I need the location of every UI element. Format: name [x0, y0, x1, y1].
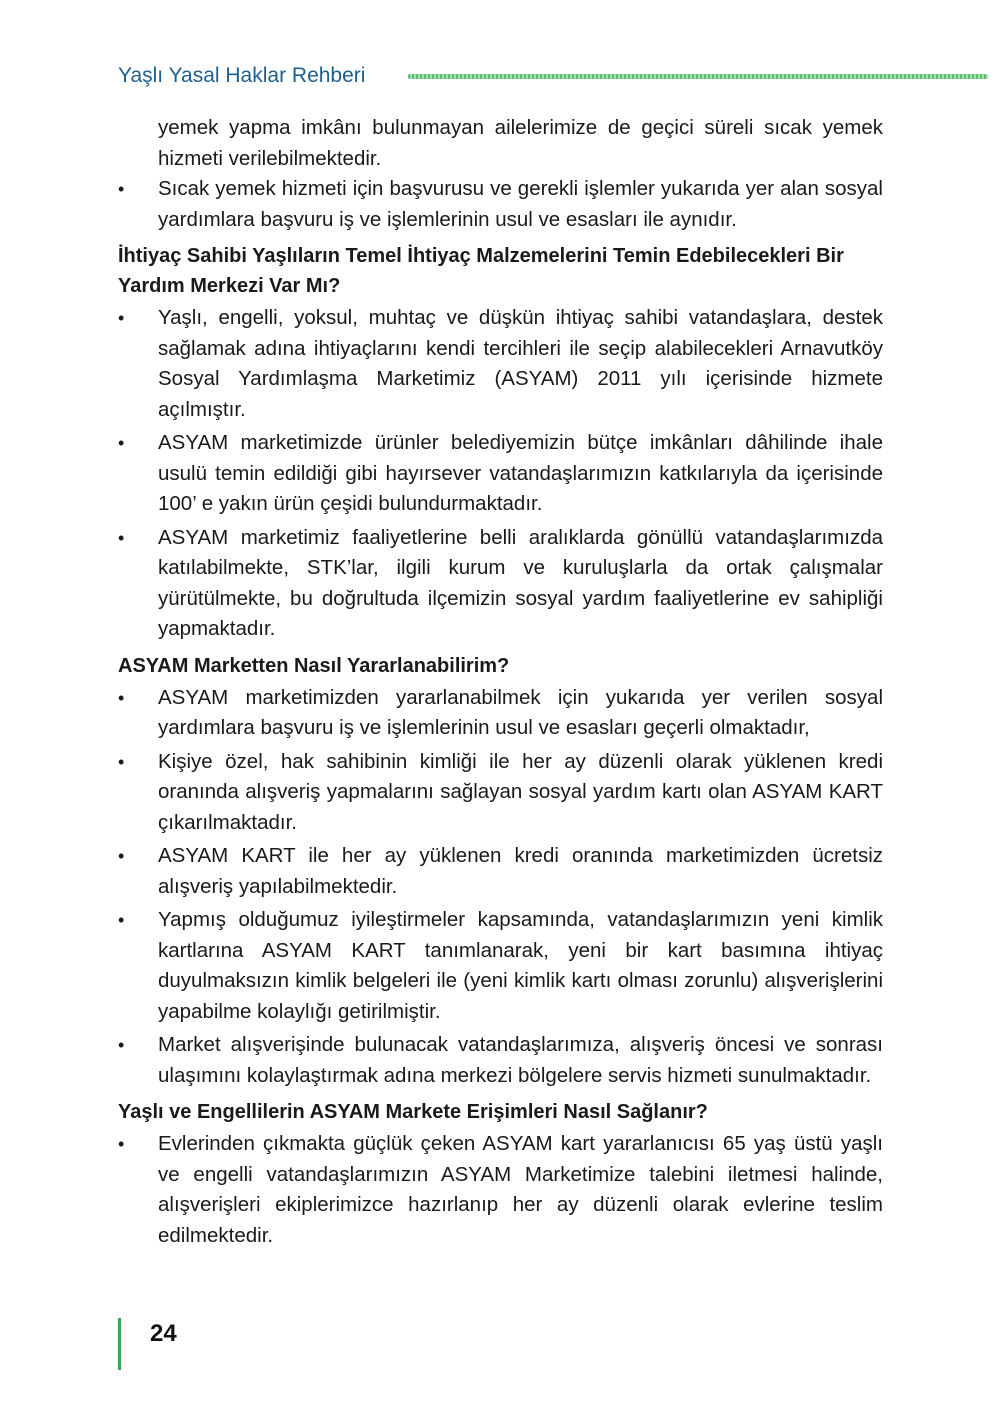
section-heading: İhtiyaç Sahibi Yaşlıların Temel İhtiyaç Malzemelerini Temin Edebilecekleri Bir Yardım Merkezi Var Mı? [118, 245, 844, 297]
list-item: • Sıcak yemek hizmeti için başvurusu ve gerekli işlemler yukarıda yer alan sosyal yardımlara başvuru iş ve işlemlerinin usul ve esasları ile aynıdır. [118, 174, 883, 235]
header-title: Yaşlı Yasal Haklar Rehberi [118, 64, 366, 87]
running-header [118, 62, 988, 92]
header-rule [408, 74, 988, 79]
list-item: • ASYAM KART ile her ay yüklenen kredi oranında marketimizden ücretsiz alışveriş yapılabilmektedir. [118, 841, 883, 902]
bullet-list [118, 174, 883, 235]
list-item: • Yapmış olduğumuz iyileştirmeler kapsamında, vatandaşlarımızın yeni kimlik kartlarına ASYAM KART tanımlanarak, yeni bir kart basımına ihtiyaç duyulmaksızın kimlik belgeleri ile (yeni kimlik kartı olması zorunlu) alışverişlerini yapabilme kolaylığı getirilmiştir. [118, 905, 883, 1027]
list-item: • ASYAM marketimizden yararlanabilmek için yukarıda yer verilen sosyal yardımlara başvuru iş ve işlemlerinin usul ve esasları geçerli olmaktadır, [118, 683, 883, 744]
footer-accent-bar [118, 1318, 121, 1370]
bullet-list [118, 1129, 883, 1251]
section-heading: Yaşlı ve Engellilerin ASYAM Markete Erişimleri Nasıl Sağlanır? [118, 1101, 708, 1123]
list-item: • Kişiye özel, hak sahibinin kimliği ile her ay düzenli olarak yüklenen kredi oranında alışveriş yapmalarını sağlayan sosyal yardım kartı olan ASYAM KART çıkarılmaktadır. [118, 747, 883, 839]
list-item: • Evlerinden çıkmakta güçlük çeken ASYAM kart yararlanıcısı 65 yaş üstü yaşlı ve engelli vatandaşlarımızın ASYAM Marketimize talebini iletmesi halinde, alışverişleri ekiplerimizce hazırlanıp her ay düzenli olarak evlerine teslim edilmektedir. [118, 1129, 883, 1251]
list-item: • ASYAM marketimizde ürünler belediyemizin bütçe imkânları dâhilinde ihale usulü temin edildiği gibi hayırsever vatandaşlarımızın katkılarıyla da içerisinde 100’ e yakın ürün çeşidi bulundurmaktadır. [118, 428, 883, 520]
section-heading: ASYAM Marketten Nasıl Yararlanabilirim? [118, 654, 510, 677]
bullet-list [118, 683, 883, 1092]
list-item: • Yaşlı, engelli, yoksul, muhtaç ve düşkün ihtiyaç sahibi vatandaşlara, destek sağlamak adına ihtiyaçlarını kendi tercihleri ile seçip alabilecekleri Arnavutköy Sosyal Yardımlaşma Marketimiz (ASYAM) 2011 yılı içerisinde hizmete açılmıştır. [118, 303, 883, 425]
page-number: 24 [150, 1320, 177, 1347]
continued-paragraph: yemek yapma imkânı bulunmayan ailelerimize de geçici süreli sıcak yemek hizmeti verilebilmektedir. [158, 116, 883, 170]
list-item: • ASYAM marketimiz faaliyetlerine belli aralıklarda gönüllü vatandaşlarımızda katılabilmekte, STK’lar, ilgili kurum ve kuruluşlarla da ortak çalışmalar yürütülmekte, bu doğrultuda ilçemizin sosyal yardım faaliyetlerine ev sahipliği yapmaktadır. [118, 523, 883, 645]
list-item: • Market alışverişinde bulunacak vatandaşlarımıza, alışveriş öncesi ve sonrası ulaşımını kolaylaştırmak adına merkezi bölgelere servis hizmeti sunulmaktadır. [118, 1030, 883, 1091]
bullet-list [118, 303, 883, 645]
page-body [118, 113, 883, 1254]
